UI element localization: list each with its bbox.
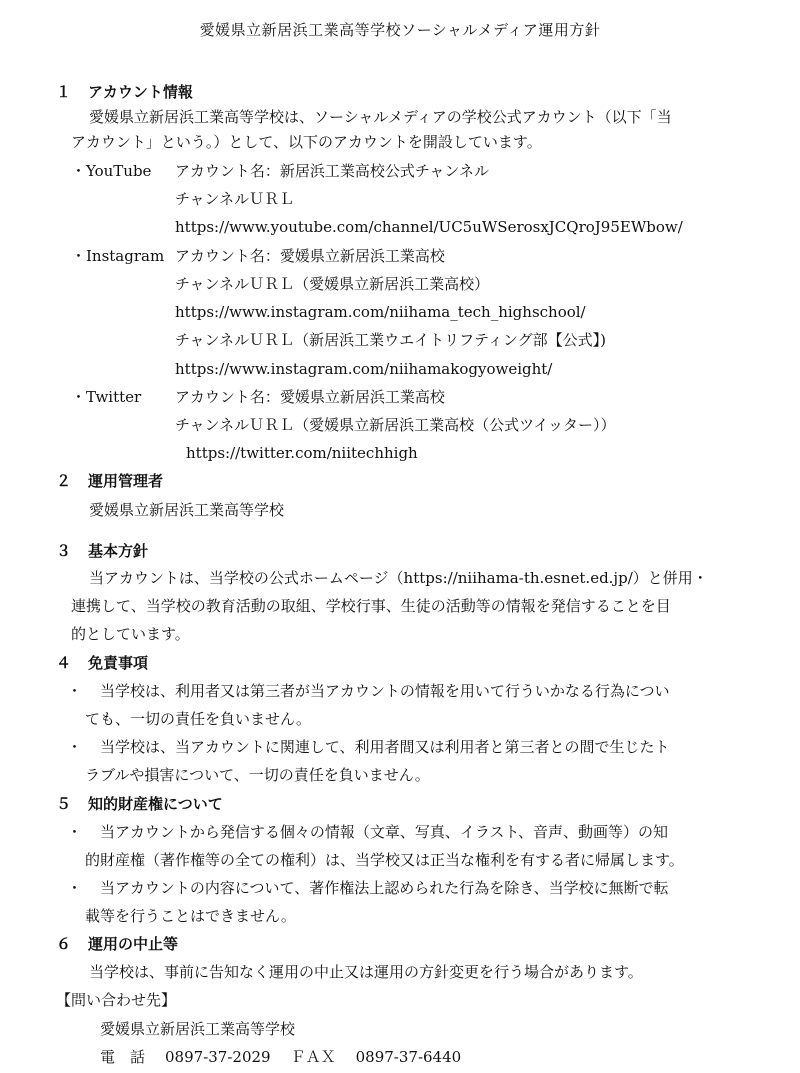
document-title: 愛媛県立新居浜工業高等学校ソーシャルメディア運用方針 <box>199 21 601 39</box>
youtube-platform-label: ・YouTube <box>71 162 152 180</box>
tel-number: 0897-37-2029 <box>165 1048 271 1066</box>
section-4-bullet-1-line1: 当学校は、利用者又は第三者が当アカウントの情報を用いて行ういかなる行為につい <box>100 682 670 700</box>
section-3-heading <box>56 537 148 565</box>
fax-label: ＦＡＸ <box>290 1048 336 1066</box>
bullet-marker: ・ <box>67 879 83 897</box>
youtube-url-label: チャンネルＵＲＬ <box>175 190 295 208</box>
section-4-heading <box>56 649 148 677</box>
section-5-heading <box>56 790 223 818</box>
section-number: ４ <box>56 654 72 672</box>
instagram-url-label-2: チャンネルＵＲＬ（新居浜工業ウエイトリフティング部【公式】) <box>175 331 606 349</box>
section-5-bullet-2-line2: 載等を行うことはできません。 <box>85 907 296 925</box>
section-5-bullet-1-line1: 当アカウントから発信する個々の情報（文章、写真、イラスト、音声、動画等）の知 <box>100 823 669 841</box>
section-number: ５ <box>56 795 72 813</box>
twitter-url-label: チャンネルＵＲＬ（愛媛県立新居浜工業高校（公式ツイッター）） <box>175 416 616 434</box>
section-title: 基本方針 <box>88 542 149 560</box>
section-2-body: 愛媛県立新居浜工業高等学校 <box>89 501 285 519</box>
youtube-account-name: アカウント名：新居浜工業高校公式チャンネル <box>175 162 489 180</box>
instagram-url-2: https://www.instagram.com/niihamakogyoweight/ <box>175 360 553 378</box>
twitter-platform-label: ・Twitter <box>71 388 142 406</box>
tel-label: 電 話 <box>100 1048 146 1066</box>
section-number: １ <box>56 83 72 101</box>
section-4-bullet-2-line1: 当学校は、当アカウントに関連して、利用者間又は利用者と第三者との間で生じたト <box>100 738 670 756</box>
contact-school-name: 愛媛県立新居浜工業高等学校 <box>100 1020 296 1038</box>
section-1-intro-line1: 愛媛県立新居浜工業高等学校は、ソーシャルメディアの学校公式アカウント（以下「当 <box>89 108 672 126</box>
section-title: 免責事項 <box>88 654 149 672</box>
section-3-line1: 当アカウントは、当学校の公式ホームページ（https://niihama-th.esnet.ed.jp/）と併用・ <box>89 569 708 587</box>
section-1-heading <box>56 78 193 106</box>
instagram-platform-label: ・Instagram <box>71 247 165 265</box>
section-2-heading <box>56 467 163 495</box>
twitter-account-name: アカウント名：愛媛県立新居浜工業高校 <box>175 388 445 406</box>
instagram-account-name: アカウント名：愛媛県立新居浜工業高校 <box>175 247 445 265</box>
section-3-line3: 的としています。 <box>71 625 190 643</box>
section-4-bullet-1-line2: ても、一切の責任を負いません。 <box>85 710 311 728</box>
section-number: ３ <box>56 542 72 560</box>
section-6-body: 当学校は、事前に告知なく運用の中止又は運用の方針変更を行う場合があります。 <box>89 963 643 981</box>
contact-phone-row <box>100 1043 461 1071</box>
twitter-url: https://twitter.com/niitechhigh <box>186 444 418 462</box>
bullet-marker: ・ <box>67 682 83 700</box>
section-title: 運用の中止等 <box>88 935 179 953</box>
section-5-bullet-1-line2: 的財産権（著作権等の全ての権利）は、当学校又は正当な権利を有する者に帰属します。 <box>85 851 684 869</box>
bullet-marker: ・ <box>67 823 83 841</box>
section-5-bullet-2-line1: 当アカウントの内容について、著作権法上認められた行為を除き、当学校に無断で転 <box>100 879 669 897</box>
section-4-bullet-2-line2: ラブルや損害について、一切の責任を負いません。 <box>85 766 430 784</box>
section-number: ２ <box>56 472 72 490</box>
section-title: 運用管理者 <box>88 472 164 490</box>
fax-number: 0897-37-6440 <box>355 1048 462 1066</box>
instagram-url-label-1: チャンネルＵＲＬ（愛媛県立新居浜工業高校） <box>175 275 490 293</box>
section-title: アカウント情報 <box>88 83 193 101</box>
contact-heading: 【問い合わせ先】 <box>56 991 177 1009</box>
section-3-line2: 連携して、当学校の教育活動の取組、学校行事、生徒の活動等の情報を発信することを目 <box>71 597 671 615</box>
bullet-marker: ・ <box>67 738 83 756</box>
section-title: 知的財産権について <box>88 795 223 813</box>
youtube-url: https://www.youtube.com/channel/UC5uWSerosxJCQroJ95EWbow/ <box>175 218 683 236</box>
instagram-url-1: https://www.instagram.com/niihama_tech_highschool/ <box>175 303 586 321</box>
section-number: ６ <box>56 935 72 953</box>
section-1-intro-line2: アカウント」という。）として、以下のアカウントを開設しています。 <box>71 133 542 151</box>
section-6-heading <box>56 930 178 958</box>
